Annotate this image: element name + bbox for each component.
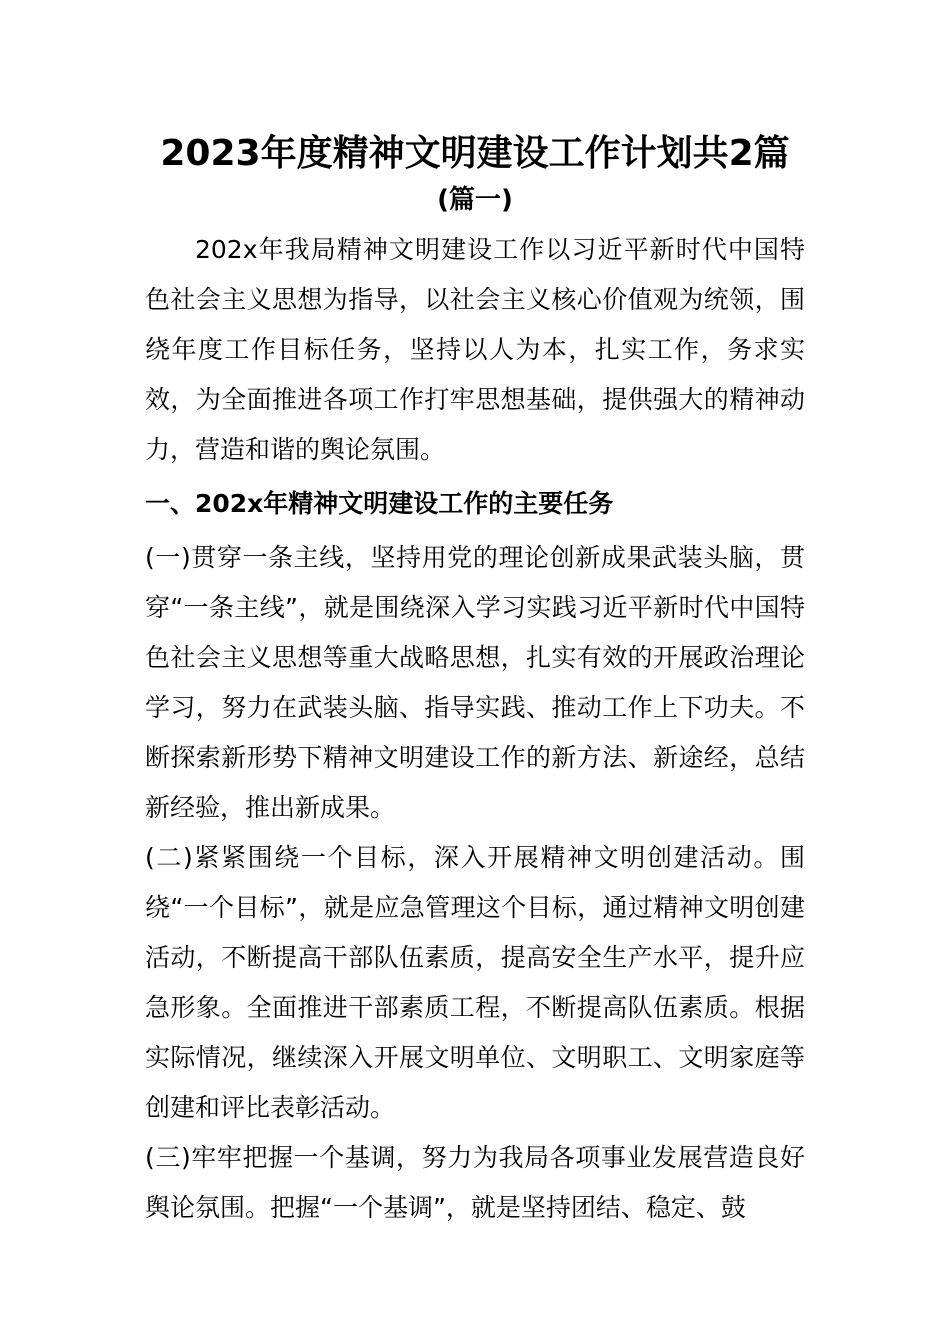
task-paragraph-2: (二)紧紧围绕一个目标，深入开展精神文明创建活动。围绕“一个目标”，就是应急管理这个目标，通过精神文明创建活动，不断提高干部队伍素质，提高安全生产水平，提升应急形象。全面推进干部素质工程，不断提高队伍素质。根据实际情况，继续深入开展文明单位、文明职工、文明家庭等创建和评比表彰活动。: [145, 843, 805, 1122]
intro-paragraph: 202x年我局精神文明建设工作以习近平新时代中国特色社会主义思想为指导，以社会主义核心价值观为统领，围绕年度工作目标任务，坚持以人为本，扎实工作，务求实效，为全面推进各项工作打牢思想基础，提供强大的精神动力，营造和谐的舆论氛围。: [145, 235, 805, 464]
document-body: [145, 225, 805, 1233]
task-paragraph-1: (一)贯穿一条主线，坚持用党的理论创新成果武装头脑，贯穿“一条主线”，就是围绕深入学习实践习近平新时代中国特色社会主义思想等重大战略思想，扎实有效的开展政治理论学习，努力在武装头脑、指导实践、推动工作上下功夫。不断探索新形势下精神文明建设工作的新方法、新途经，总结新经验，推出新成果。: [145, 543, 805, 822]
task-paragraph-3: (三)牢牢把握一个基调，努力为我局各项事业发展营造良好舆论氛围。把握“一个基调”，就是坚持团结、稳定、鼓: [145, 1143, 805, 1222]
document-subtitle: (篇一): [437, 185, 513, 215]
section-heading: 一、202x年精神文明建设工作的主要任务: [145, 489, 614, 518]
document-title: 2023年度精神文明建设工作计划共2篇: [160, 133, 790, 174]
